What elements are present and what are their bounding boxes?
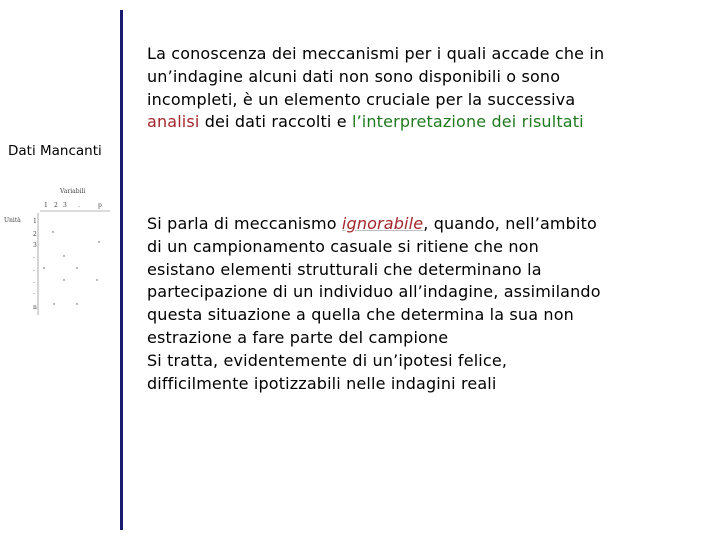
text-fragment: Si parla di meccanismo <box>147 214 342 233</box>
text-line <box>147 213 717 236</box>
paragraph-missing-data-mechanisms <box>147 43 717 134</box>
matrix-row-label: . <box>33 278 35 285</box>
matrix-row-label: 2 <box>33 231 37 238</box>
highlight-analisi: analisi <box>147 112 200 132</box>
matrix-row-header: Unità <box>4 217 21 224</box>
matrix-row-label: . <box>33 253 35 260</box>
highlight-interpretazione: l’interpretazione dei risultati <box>351 112 584 132</box>
matrix-row-label: . <box>33 266 35 273</box>
text-fragment: dei dati raccolti e <box>199 112 352 132</box>
text-line <box>147 111 717 134</box>
matrix-col-label: 3 <box>63 202 67 209</box>
text-fragment: , quando, nell’ambito <box>423 214 597 233</box>
text-line: difficilmente ipotizzabili nelle indagini reali <box>147 373 497 393</box>
text-line: un’indagine alcuni dati non sono disponibili o sono <box>147 66 561 86</box>
matrix-lines <box>0 180 118 320</box>
matrix-col-label: p <box>98 202 102 209</box>
matrix-row-label: . <box>33 289 35 296</box>
text-line: esistano elementi strutturali che determinano la <box>147 259 542 279</box>
matrix-row-label: 1 <box>33 218 37 225</box>
matrix-header: Variabili <box>60 188 86 195</box>
vertical-divider <box>120 10 123 530</box>
matrix-row-label: n <box>33 304 37 311</box>
data-matrix-figure <box>0 180 118 320</box>
text-line: di un campionamento casuale si ritiene che non <box>147 236 539 256</box>
paragraph-ignorable-mechanism <box>147 213 717 395</box>
matrix-col-label: 2 <box>54 202 58 209</box>
section-title: Dati Mancanti <box>8 143 102 159</box>
text-line: La conoscenza dei meccanismi per i quali accade che in <box>147 44 605 63</box>
text-line: Si tratta, evidentemente di un’ipotesi felice, <box>147 350 508 370</box>
text-line: partecipazione di un individuo all’indagine, assimilando <box>147 282 601 302</box>
matrix-row-label: 3 <box>33 242 37 249</box>
text-line: incompleti, è un elemento cruciale per la successiva <box>147 89 576 109</box>
matrix-col-label: 1 <box>44 202 48 209</box>
text-line: estrazione a fare parte del campione <box>147 327 449 347</box>
matrix-col-label: . <box>78 202 80 209</box>
text-line: questa situazione a quella che determina la sua non <box>147 305 574 325</box>
highlight-ignorabile: ignorabile <box>341 214 424 233</box>
